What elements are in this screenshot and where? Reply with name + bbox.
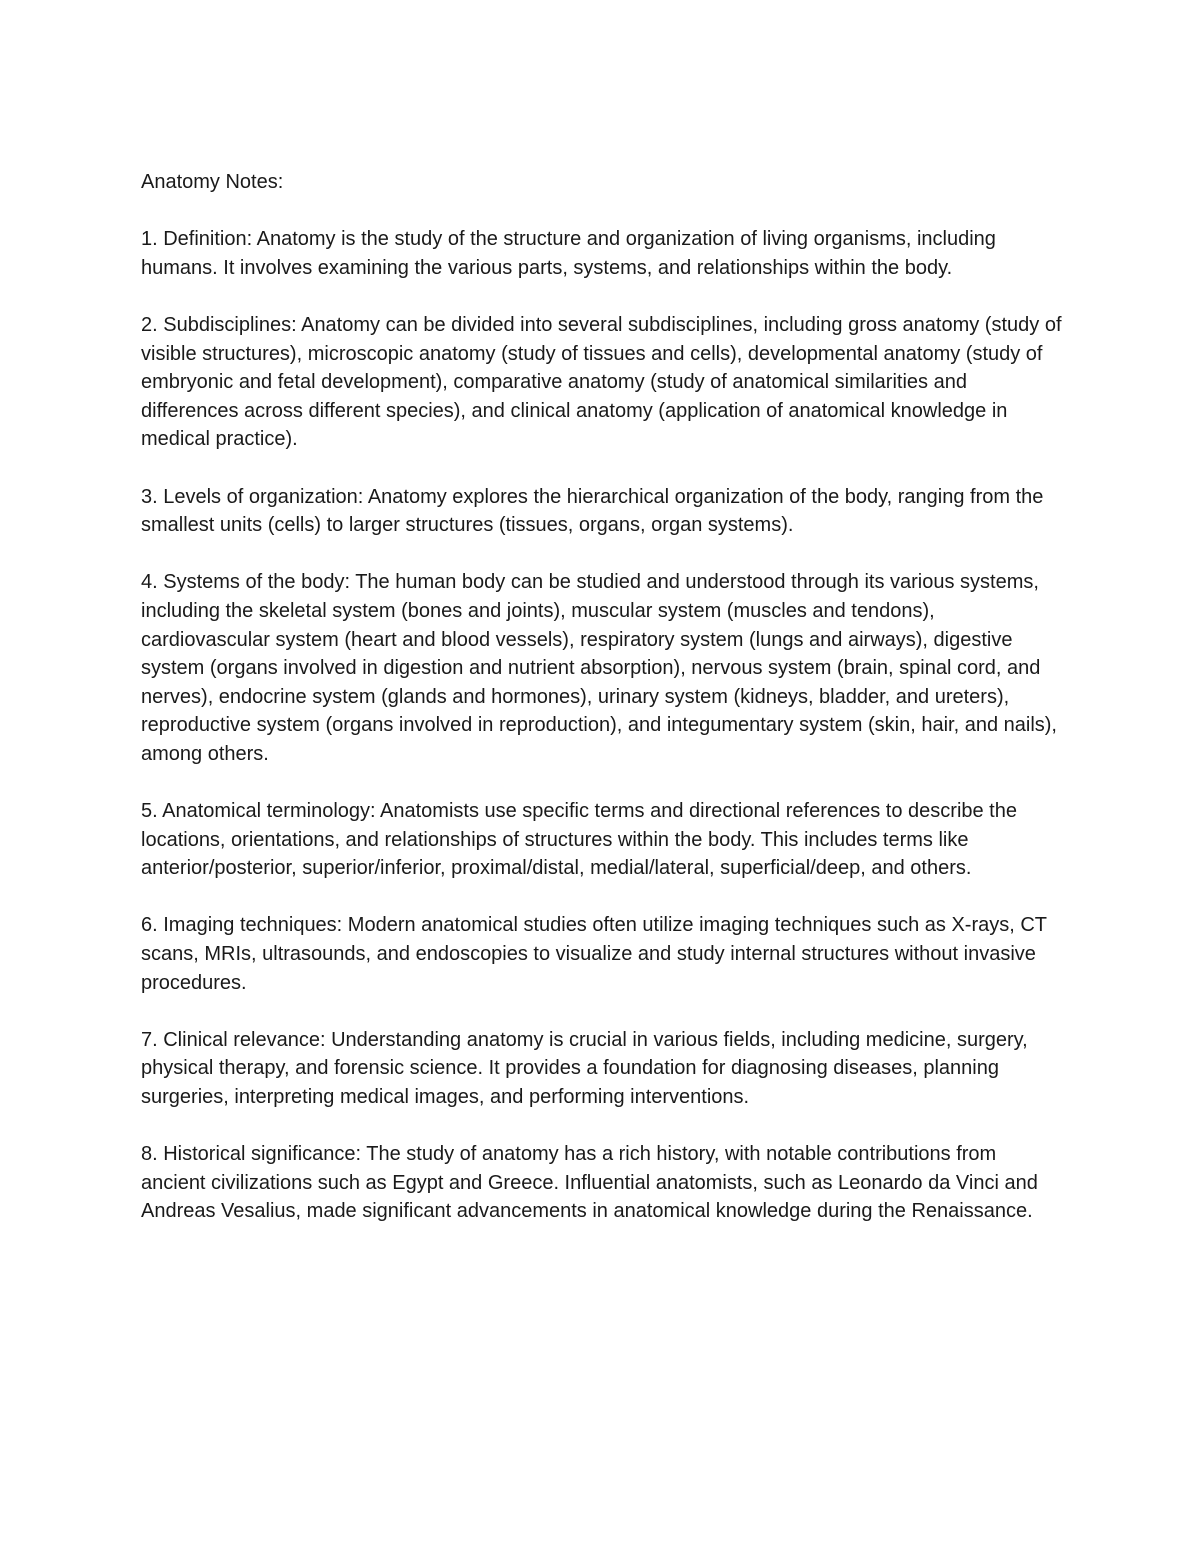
paragraph-imaging-techniques: 6. Imaging techniques: Modern anatomical studies often utilize imaging techniques such as X-rays, CT scans, MRIs, ultrasounds, and endoscopies to visualize and study internal structures without invasive procedures. xyxy=(141,914,1047,994)
document-title: Anatomy Notes: xyxy=(141,171,284,193)
paragraph-historical-significance: 8. Historical significance: The study of anatomy has a rich history, with notable contributions from ancient civilizations such as Egypt and Greece. Influential anatomists, such as Leonardo da Vinci and Andreas Vesalius, made significant advancements in anatomical knowledge during the Renaissance. xyxy=(141,1143,1038,1223)
paragraph-definition: 1. Definition: Anatomy is the study of the structure and organization of living organisms, including humans. It involves examining the various parts, systems, and relationships within the body. xyxy=(141,228,996,279)
paragraph-levels-of-organization: 3. Levels of organization: Anatomy explores the hierarchical organization of the body, ranging from the smallest units (cells) to larger structures (tissues, organs, organ systems). xyxy=(141,485,1044,537)
paragraph-clinical-relevance: 7. Clinical relevance: Understanding anatomy is crucial in various fields, including medicine, surgery, physical therapy, and forensic science. It provides a foundation for diagnosing diseases, planning surgeries, interpreting medical images, and performing interventions. xyxy=(141,1028,1028,1108)
document-body xyxy=(141,168,1066,1255)
paragraph-systems-of-the-body: 4. Systems of the body: The human body can be studied and understood through its various systems, including the skeletal system (bones and joints), muscular system (muscles and tendons), cardiovascular system (heart and blood vessels), respiratory system (lungs and airways), digestive system (organs involved in digestion and nutrient absorption), nervous system (brain, spinal cord, and nerves), endocrine system (glands and hormones), urinary system (kidneys, bladder, and ureters), reproductive system (organs involved in reproduction), and integumentary system (skin, hair, and nails), among others. xyxy=(141,571,1057,765)
paragraph-anatomical-terminology: 5. Anatomical terminology: Anatomists use specific terms and directional references to describe the locations, orientations, and relationships of structures within the body. This includes terms like anterior/posterior, superior/inferior, proximal/distal, medial/lateral, superficial/deep, and others. xyxy=(141,800,1017,880)
paragraph-subdisciplines: 2. Subdisciplines: Anatomy can be divided into several subdisciplines, including gross anatomy (study of visible structures), microscopic anatomy (study of tissues and cells), developmental anatomy (study of embryonic and fetal development), comparative anatomy (study of anatomical similarities and differences across different species), and clinical anatomy (application of anatomical knowledge in medical practice). xyxy=(141,313,1062,451)
